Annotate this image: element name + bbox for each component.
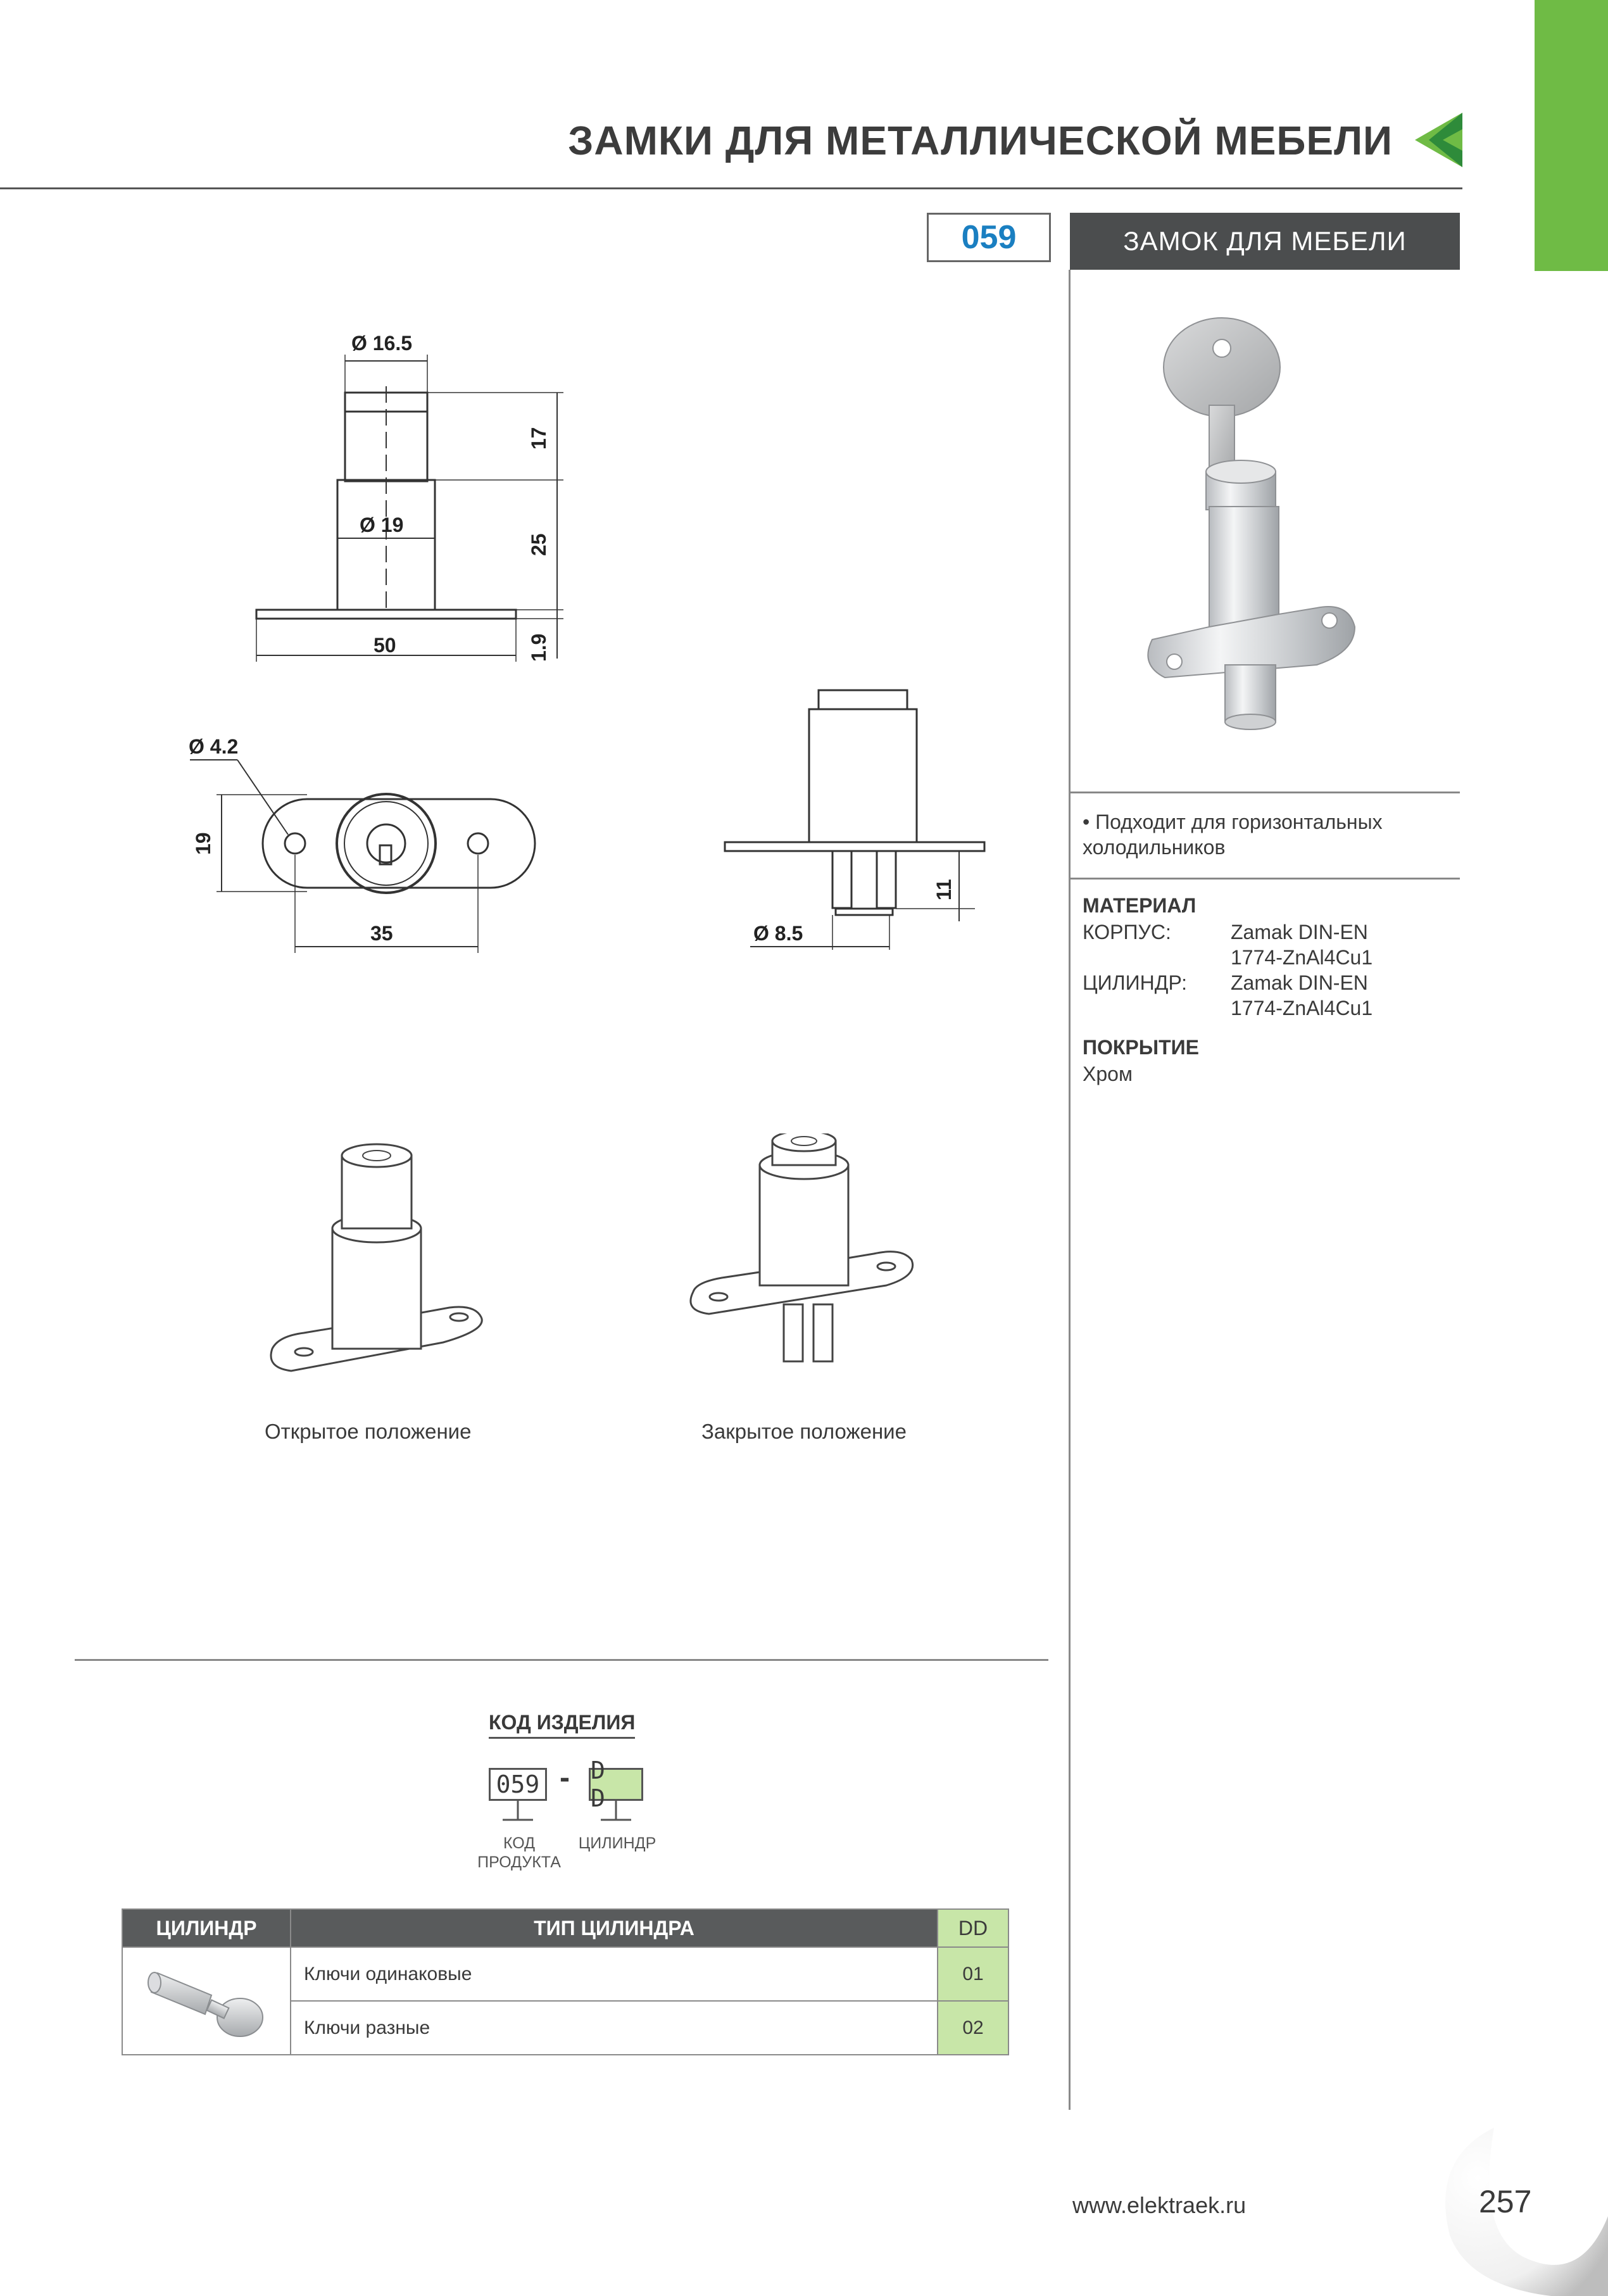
code-cylinder-box: D D: [589, 1768, 643, 1801]
open-position-drawing: [253, 1133, 506, 1387]
cylinder-type-table: [122, 1908, 1009, 2055]
page-number: 257: [1479, 2184, 1532, 2219]
cylinder-value-line-2: 1774-ZnAl4Cu1: [1231, 997, 1373, 1019]
code-separator: -: [560, 1761, 570, 1795]
info-divider-top: [1070, 792, 1460, 793]
dim-17: 17: [527, 427, 550, 450]
table-header-row: [122, 1909, 1008, 1947]
body-value-line-2: 1774-ZnAl4Cu1: [1231, 946, 1373, 969]
website-url: www.elektraek.ru: [1072, 2192, 1247, 2218]
code-label-cylinder: ЦИЛИНДР: [578, 1834, 656, 1852]
technical-drawings: [158, 317, 1076, 988]
dim-11: 11: [933, 879, 955, 900]
dim-d16-5: Ø 16.5: [351, 332, 413, 355]
row-1-type: Ключи одинаковые: [291, 1947, 938, 2001]
dim-25: 25: [527, 533, 550, 556]
triangle-left-arrow-icon: [1415, 113, 1462, 167]
header-divider: [0, 187, 1462, 189]
coating-heading: ПОКРЫТИЕ: [1083, 1036, 1199, 1059]
info-divider-bottom: [1070, 878, 1460, 880]
material-heading: МАТЕРИАЛ: [1083, 894, 1197, 917]
cylinder-label: ЦИЛИНДР:: [1083, 971, 1187, 994]
code-label-product: [462, 1834, 576, 1872]
body-value-line-1: Zamak DIN-EN: [1231, 921, 1368, 943]
caption-closed-position: Закрытое положение: [701, 1420, 907, 1443]
dim-d4-2: Ø 4.2: [189, 735, 239, 758]
th-cylinder: ЦИЛИНДР: [122, 1909, 291, 1947]
green-side-tab: [1535, 0, 1608, 271]
body-value: [1231, 919, 1372, 970]
section-divider: [75, 1659, 1048, 1661]
body-label: КОРПУС:: [1083, 921, 1171, 943]
product-code-title: КОД ИЗДЕЛИЯ: [489, 1711, 635, 1739]
row-2-dd: 02: [938, 2001, 1008, 2055]
table-row: [122, 1947, 1008, 2001]
th-cylinder-type: ТИП ЦИЛИНДРА: [291, 1909, 938, 1947]
cylinder-key-icon: [123, 1948, 290, 2049]
dim-1-9: 1.9: [527, 633, 550, 662]
code-label-product-line-2: ПРОДУКТА: [477, 1853, 561, 1871]
caption-open-position: Открытое положение: [265, 1420, 472, 1443]
code-product-box: 059: [489, 1768, 547, 1801]
dim-d8-5: Ø 8.5: [753, 922, 803, 945]
dim-d19: Ø 19: [360, 514, 404, 536]
coating-value: Хром: [1083, 1063, 1133, 1085]
code-connector-lines: [481, 1801, 671, 1839]
lock-with-key-photo: [1114, 310, 1418, 754]
closed-position-drawing: [684, 1133, 937, 1387]
page-title: ЗАМКИ ДЛЯ МЕТАЛЛИЧЕСКОЙ МЕБЕЛИ: [568, 118, 1393, 163]
cylinder-value: [1231, 970, 1372, 1021]
product-code-box: 059: [927, 213, 1051, 262]
dim-35: 35: [370, 922, 393, 945]
dim-19: 19: [192, 832, 215, 855]
dim-50: 50: [374, 634, 396, 657]
th-dd: DD: [938, 1909, 1008, 1947]
row-1-dd: 01: [938, 1947, 1008, 2001]
product-title-bar: ЗАМОК ДЛЯ МЕБЕЛИ: [1070, 213, 1460, 270]
code-label-product-line-1: КОД: [503, 1834, 536, 1852]
cylinder-value-line-1: Zamak DIN-EN: [1231, 971, 1368, 994]
cylinder-image-cell: [122, 1947, 291, 2055]
feature-text: • Подходит для горизонтальных холодильников: [1083, 811, 1383, 859]
row-2-type: Ключи разные: [291, 2001, 938, 2055]
